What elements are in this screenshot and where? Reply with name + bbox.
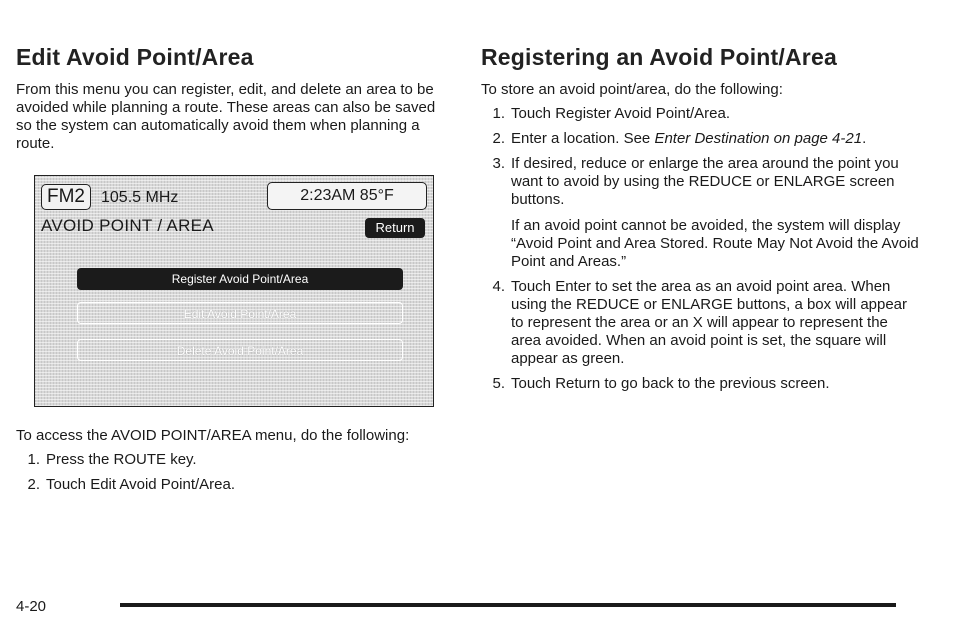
step-text-end: .	[862, 130, 867, 147]
list-item	[481, 130, 921, 148]
step-number: 1.	[27, 451, 40, 468]
step-number: 1.	[492, 105, 505, 122]
step-text: Press the ROUTE key.	[46, 451, 197, 468]
list-item	[481, 375, 921, 393]
screen-status-bar	[41, 184, 427, 210]
register-avoid-button[interactable]: Register Avoid Point/Area	[77, 268, 403, 290]
access-steps	[16, 451, 446, 494]
cross-reference-link[interactable]: Enter Destination on page 4-21	[654, 130, 863, 147]
step-number: 4.	[492, 278, 505, 295]
frequency-readout: 105.5 MHz	[101, 189, 179, 206]
clock-temperature: 2:23AM 85°F	[267, 182, 427, 210]
section-heading-registering: Registering an Avoid Point/Area	[481, 44, 837, 70]
band-indicator: FM2	[41, 184, 91, 210]
list-item	[16, 476, 446, 494]
step-text: Touch Return to go back to the previous screen.	[511, 375, 830, 392]
list-item	[481, 278, 921, 368]
register-intro: To store an avoid point/area, do the following:	[481, 81, 783, 98]
intro-paragraph: From this menu you can register, edit, and delete an area to be avoided while planning a route. These areas can also be saved so the system can automatically avoid them when planning a route.	[16, 81, 436, 152]
section-heading-edit-avoid: Edit Avoid Point/Area	[16, 44, 254, 70]
delete-avoid-button[interactable]: Delete Avoid Point/Area	[77, 339, 403, 361]
list-item	[16, 451, 446, 469]
access-paragraph: To access the AVOID POINT/AREA menu, do the following:	[16, 427, 410, 444]
step-number: 3.	[492, 155, 505, 172]
step-number: 2.	[492, 130, 505, 147]
step-text: Touch Edit Avoid Point/Area.	[46, 476, 236, 493]
page-footer	[16, 596, 896, 616]
step-body	[511, 130, 921, 148]
step-text: Touch Register Avoid Point/Area.	[511, 105, 731, 122]
step-text: Touch Enter to set the area as an avoid point area. When using the REDUCE or ENLARGE buttons, a box will appear to represent the area or an X will appear to represent the area avoided. When an avoid point is set, the square will appear as green.	[511, 278, 908, 367]
page-number: 4-20	[16, 598, 47, 615]
list-item	[481, 105, 921, 123]
left-column	[16, 44, 446, 501]
register-steps	[481, 105, 921, 393]
footer-rule	[120, 603, 896, 607]
list-item	[481, 155, 921, 271]
step-number: 2.	[27, 476, 40, 493]
navigation-screenshot	[34, 175, 434, 407]
return-button[interactable]: Return	[365, 218, 425, 238]
step-number: 5.	[492, 375, 505, 392]
right-column	[481, 44, 921, 400]
step-text: Enter a location. See	[511, 130, 655, 147]
step-body	[511, 155, 921, 271]
screen-title: AVOID POINT / AREA	[41, 216, 214, 235]
edit-avoid-button[interactable]: Edit Avoid Point/Area	[77, 302, 403, 324]
step-text: If desired, reduce or enlarge the area around the point you want to avoid by using the REDUCE or ENLARGE screen buttons.	[511, 155, 899, 208]
step-note: If an avoid point cannot be avoided, the system will display “Avoid Point and Area Stored. Route May Not Avoid the Avoid Point and Areas.”	[511, 217, 919, 270]
